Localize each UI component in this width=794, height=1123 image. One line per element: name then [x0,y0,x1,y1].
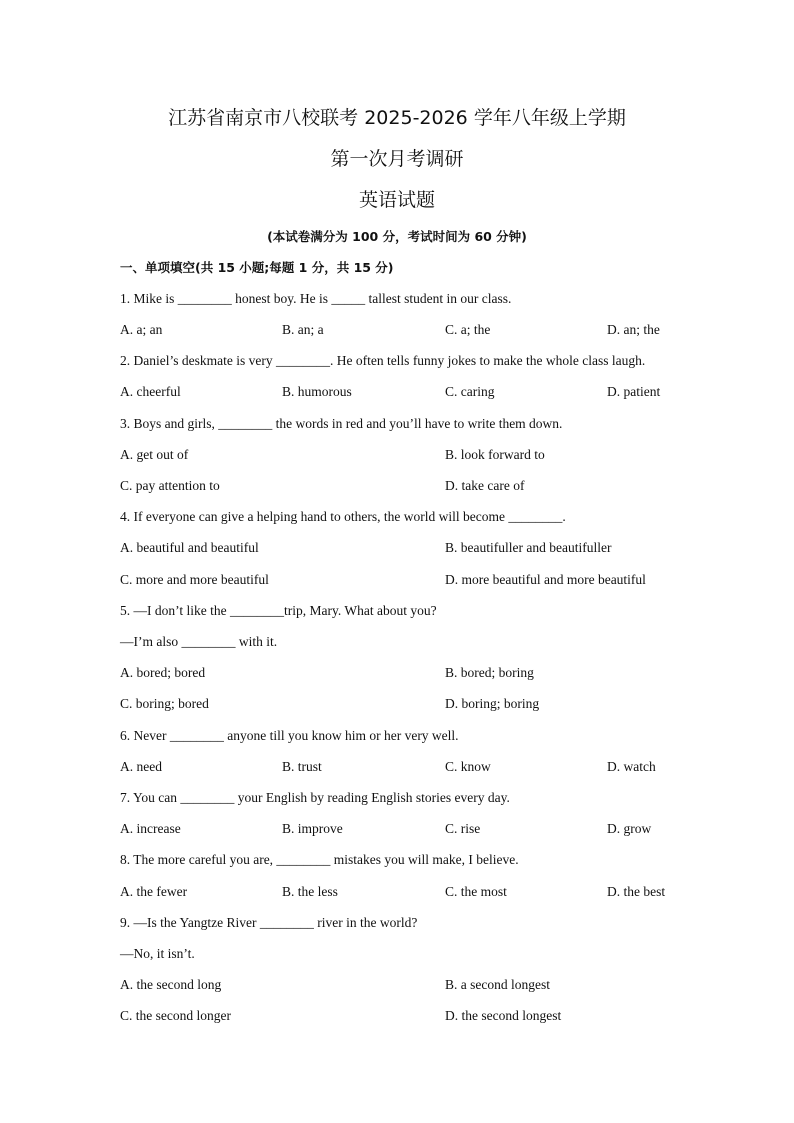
option-d: D. the best [607,884,666,899]
option-c: C. a; the [445,322,491,337]
option-b: B. the less [282,884,338,899]
option-d: D. more beautiful and more beautiful [445,572,646,587]
section-heading: 一、单项填空(共 15 小题;每题 1 分，共 15 分) [120,260,394,275]
option-c: C. rise [445,821,481,836]
option-c: C. caring [445,384,495,399]
option-b: B. bored; boring [445,665,534,680]
question-stem: 8. The more careful you are, ________ mistakes you will make, I believe. [120,852,519,867]
option-a: A. get out of [120,447,189,462]
option-c: C. boring; bored [120,696,209,711]
question-stem: 1. Mike is ________ honest boy. He is _____ tallest student in our class. [120,291,512,306]
question-stem: 2. Daniel’s deskmate is very ________. He often tells funny jokes to make the whole class laugh. [120,353,646,368]
option-a: A. need [120,759,162,774]
question-stem: 3. Boys and girls, ________ the words in red and you’ll have to write them down. [120,416,563,431]
exam-subject-title: 英语试题 [358,189,435,211]
option-b: B. look forward to [445,447,545,462]
question-stem: 7. You can ________ your English by reading English stories every day. [120,790,510,805]
option-d: D. an; the [607,322,660,337]
question-stem-reply: —No, it isn’t. [120,946,195,961]
option-d: D. the second longest [445,1008,562,1023]
option-b: B. a second longest [445,977,550,992]
exam-title-line1: 江苏省南京市八校联考 2025-2026 学年八年级上学期 [168,107,626,129]
question-stem: 5. —I don’t like the ________trip, Mary. What about you? [120,603,437,618]
option-b: B. trust [282,759,322,774]
option-a: A. bored; bored [120,665,206,680]
option-a: A. beautiful and beautiful [120,540,259,555]
option-d: D. boring; boring [445,696,540,711]
option-c: C. know [445,759,491,774]
question-stem: 4. If everyone can give a helping hand to others, the world will become ________. [120,509,566,524]
exam-note: (本试卷满分为 100 分，考试时间为 60 分钟) [267,229,527,244]
option-d: D. grow [607,821,652,836]
option-b: B. improve [282,821,343,836]
question-stem: 6. Never ________ anyone till you know him or her very well. [120,728,459,743]
option-c: C. pay attention to [120,478,220,493]
option-a: A. the fewer [120,884,188,899]
option-a: A. increase [120,821,181,836]
option-c: C. more and more beautiful [120,572,269,587]
option-a: A. a; an [120,322,163,337]
option-d: D. watch [607,759,656,774]
option-d: D. take care of [445,478,525,493]
option-b: B. an; a [282,322,324,337]
option-c: C. the most [445,884,507,899]
option-a: A. the second long [120,977,222,992]
option-c: C. the second longer [120,1008,231,1023]
exam-title-line2: 第一次月考调研 [330,148,464,170]
option-d: D. patient [607,384,661,399]
question-stem-reply: —I’m also ________ with it. [120,634,278,649]
option-b: B. humorous [282,384,352,399]
question-stem: 9. —Is the Yangtze River ________ river in the world? [120,915,418,930]
option-b: B. beautifuller and beautifuller [445,540,612,555]
option-a: A. cheerful [120,384,181,399]
